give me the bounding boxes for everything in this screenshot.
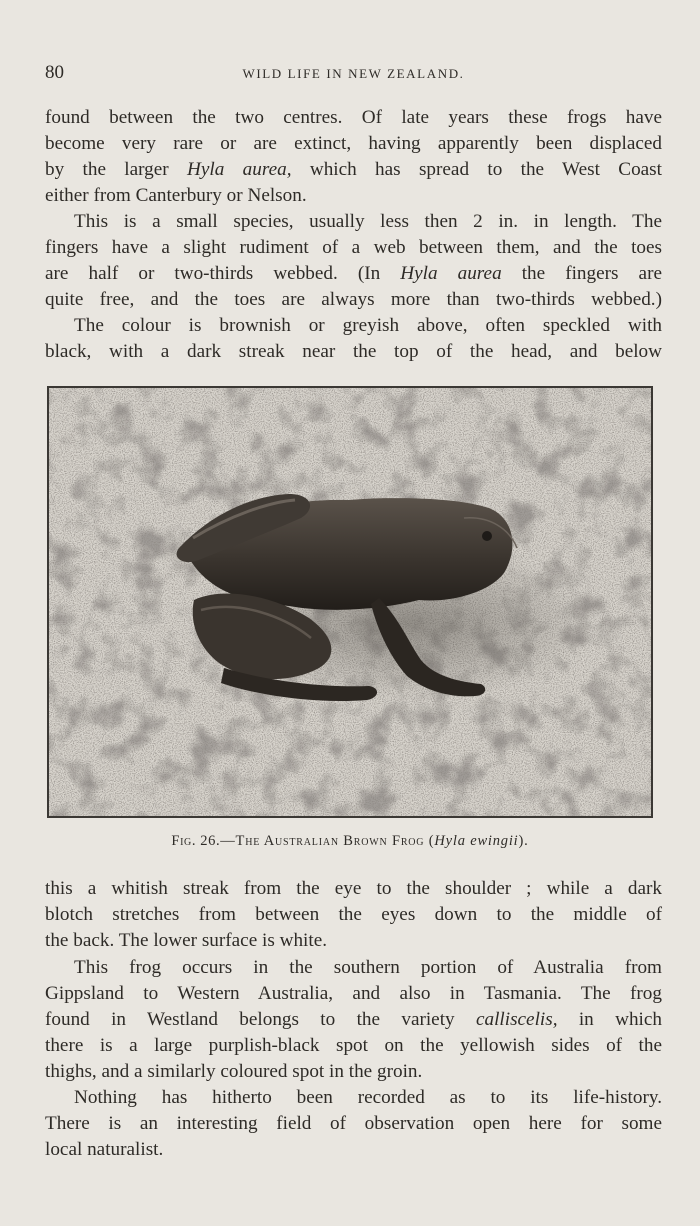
frog-photo-image [49,388,651,816]
variety-name: calliscelis, [475,1009,558,1030]
text-line: local naturalist. [45,1139,164,1160]
text-line: Nothing has hitherto been recorded as to its life-history. [74,1087,662,1108]
text-line: This is a small species, usually less then 2 in. in length. The [74,211,662,232]
frog-photograph [47,386,653,818]
species-name: Hyla aurea [400,263,502,284]
paragraph-life-history [45,1085,662,1163]
species-name: Hyla ewingii [434,833,519,849]
figure-caption: Fig. 26.—The Australian Brown Frog (Hyla ewingii). [171,833,529,849]
page-number: 80 [45,62,64,83]
text-line: Gippsland to Western Australia, and also in Tasmania. The frog [45,983,662,1004]
figure-label: Fig. 26. [171,833,221,849]
text-line: fingers have a slight rudiment of a web between them, and the toes [45,237,662,258]
page-header [45,62,662,86]
figure-title: The Australian Brown Frog [235,833,425,849]
running-head: WILD LIFE IN NEW ZEALAND. [242,66,465,81]
paragraph-colour-description [45,313,662,365]
text-line: the back. The lower surface is white. [45,930,328,951]
text-line: become very rare or are extinct, having apparently been displaced [45,133,662,154]
paragraph-distribution [45,955,662,1085]
text-line: blotch stretches from between the eyes down to the middle of [45,904,662,925]
paragraph-size-description [45,209,662,313]
text-line: This frog occurs in the southern portion of Australia from [74,957,662,978]
text-line: either from Canterbury or Nelson. [45,185,307,206]
text-line: There is an interesting field of observation open here for some [45,1113,662,1134]
text-line: there is a large purplish-black spot on the yellowish sides of the [45,1035,662,1056]
species-name: Hyla aurea, [187,159,292,180]
text-line: this a whitish streak from the eye to the shoulder ; while a dark [45,878,662,899]
text-line: found between the two centres. Of late years these frogs have [45,107,662,128]
text-line: thighs, and a similarly coloured spot in the groin. [45,1061,423,1082]
text-line: The colour is brownish or greyish above, often speckled with [74,315,662,336]
text-line: are half or two-thirds webbed. (In Hyla aurea the fingers are [45,263,662,284]
text-line: quite free, and the toes are always more than two-thirds webbed.) [45,289,662,310]
paragraph-continued [45,105,662,209]
text-line: by the larger Hyla aurea, which has spread to the West Coast [45,159,662,180]
text-line: found in Westland belongs to the variety calliscelis, in which [45,1009,662,1030]
text-line: black, with a dark streak near the top of the head, and below [45,341,662,362]
paragraph-markings [45,876,662,954]
